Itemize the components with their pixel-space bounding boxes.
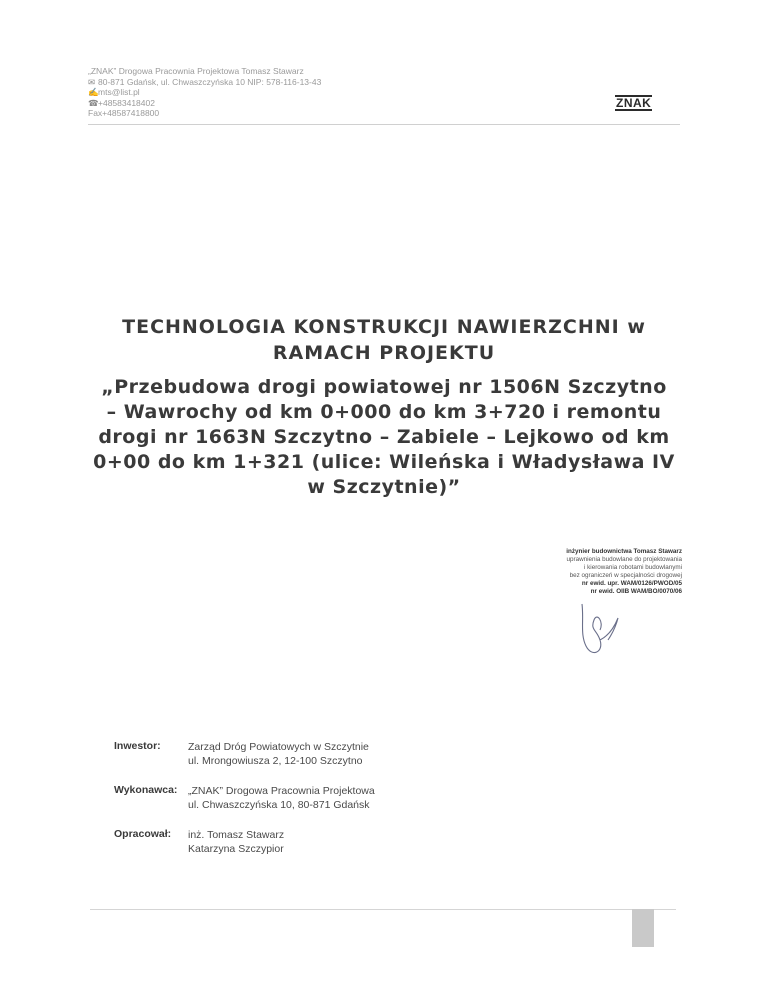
address-text: 80-871 Gdańsk, ul. Chwaszczyńska 10 NIP: 578-116-13-43 bbox=[98, 76, 322, 87]
email-icon: ✍ bbox=[88, 87, 99, 98]
contractor-label: Wykonawca: bbox=[114, 784, 178, 796]
contractor-address: ul. Chwaszczyńska 10, 80-871 Gdańsk bbox=[188, 799, 370, 811]
stamp-line: nr ewid. upr. WAM/0126/PWOD/05 bbox=[581, 580, 682, 587]
stamp-line: uprawnienia budowlane do projektowania bbox=[566, 556, 682, 563]
investor-label: Inwestor: bbox=[114, 740, 161, 752]
company-name: „ZNAK” Drogowa Pracownia Projektowa Tomasz Stawarz bbox=[88, 66, 304, 76]
stamp-line: bez ograniczeń w specjalności drogowej bbox=[569, 572, 682, 579]
footer-marker bbox=[632, 909, 654, 947]
envelope-icon: ✉ bbox=[88, 76, 96, 87]
author-label: Opracował: bbox=[114, 828, 172, 840]
signature-icon bbox=[570, 600, 630, 660]
author-row bbox=[114, 828, 634, 872]
contractor-row bbox=[114, 784, 634, 828]
author-name: inż. Tomasz Stawarz bbox=[188, 829, 285, 841]
subtitle-line: – Wawrochy od km 0+000 do km 3+720 i remontu bbox=[106, 401, 662, 423]
investor-name: Zarząd Dróg Powiatowych w Szczytnie bbox=[188, 741, 369, 753]
title-line: TECHNOLOGIA KONSTRUKCJI NAWIERZCHNI w bbox=[122, 316, 646, 338]
stamp-line: inżynier budownictwa Tomasz Stawarz bbox=[566, 548, 682, 555]
document-title bbox=[80, 314, 688, 366]
author-name: Katarzyna Szczypior bbox=[188, 843, 284, 855]
project-info bbox=[114, 740, 634, 872]
project-name bbox=[80, 375, 688, 500]
subtitle-line: drogi nr 1663N Szczytno – Zabiele – Lejkowo od km bbox=[98, 426, 670, 448]
email-text: mts@list.pl bbox=[98, 87, 140, 98]
subtitle-line: „Przebudowa drogi powiatowej nr 1506N Szczytno bbox=[101, 376, 667, 398]
investor-row bbox=[114, 740, 634, 784]
znak-logo: ZNAK bbox=[616, 96, 652, 110]
email-line bbox=[88, 87, 678, 98]
footer-divider bbox=[90, 909, 676, 910]
contractor-value bbox=[188, 784, 375, 812]
title-line: RAMACH PROJEKTU bbox=[272, 342, 496, 364]
header-divider bbox=[88, 124, 680, 125]
investor-address: ul. Mrongowiusza 2, 12-100 Szczytno bbox=[188, 755, 363, 767]
subtitle-line: 0+00 do km 1+321 (ulice: Wileńska i Władysława IV bbox=[93, 451, 675, 473]
letterhead bbox=[88, 66, 678, 119]
phone-line bbox=[88, 98, 678, 109]
fax-line: Fax+48587418800 bbox=[88, 108, 160, 119]
phone-text: +48583418402 bbox=[98, 97, 155, 108]
phone-icon: ☎ bbox=[88, 97, 99, 108]
author-value bbox=[188, 828, 284, 856]
subtitle-line: w Szczytnie)” bbox=[307, 476, 461, 498]
stamp-line: i kierowania robotami budowlanymi bbox=[584, 564, 682, 571]
contractor-name: „ZNAK” Drogowa Pracownia Projektowa bbox=[188, 785, 375, 797]
stamp-line: nr ewid. OIIB WAM/BO/0070/06 bbox=[590, 588, 682, 595]
address-line bbox=[88, 77, 678, 88]
investor-value bbox=[188, 740, 369, 768]
engineer-stamp bbox=[490, 548, 682, 596]
